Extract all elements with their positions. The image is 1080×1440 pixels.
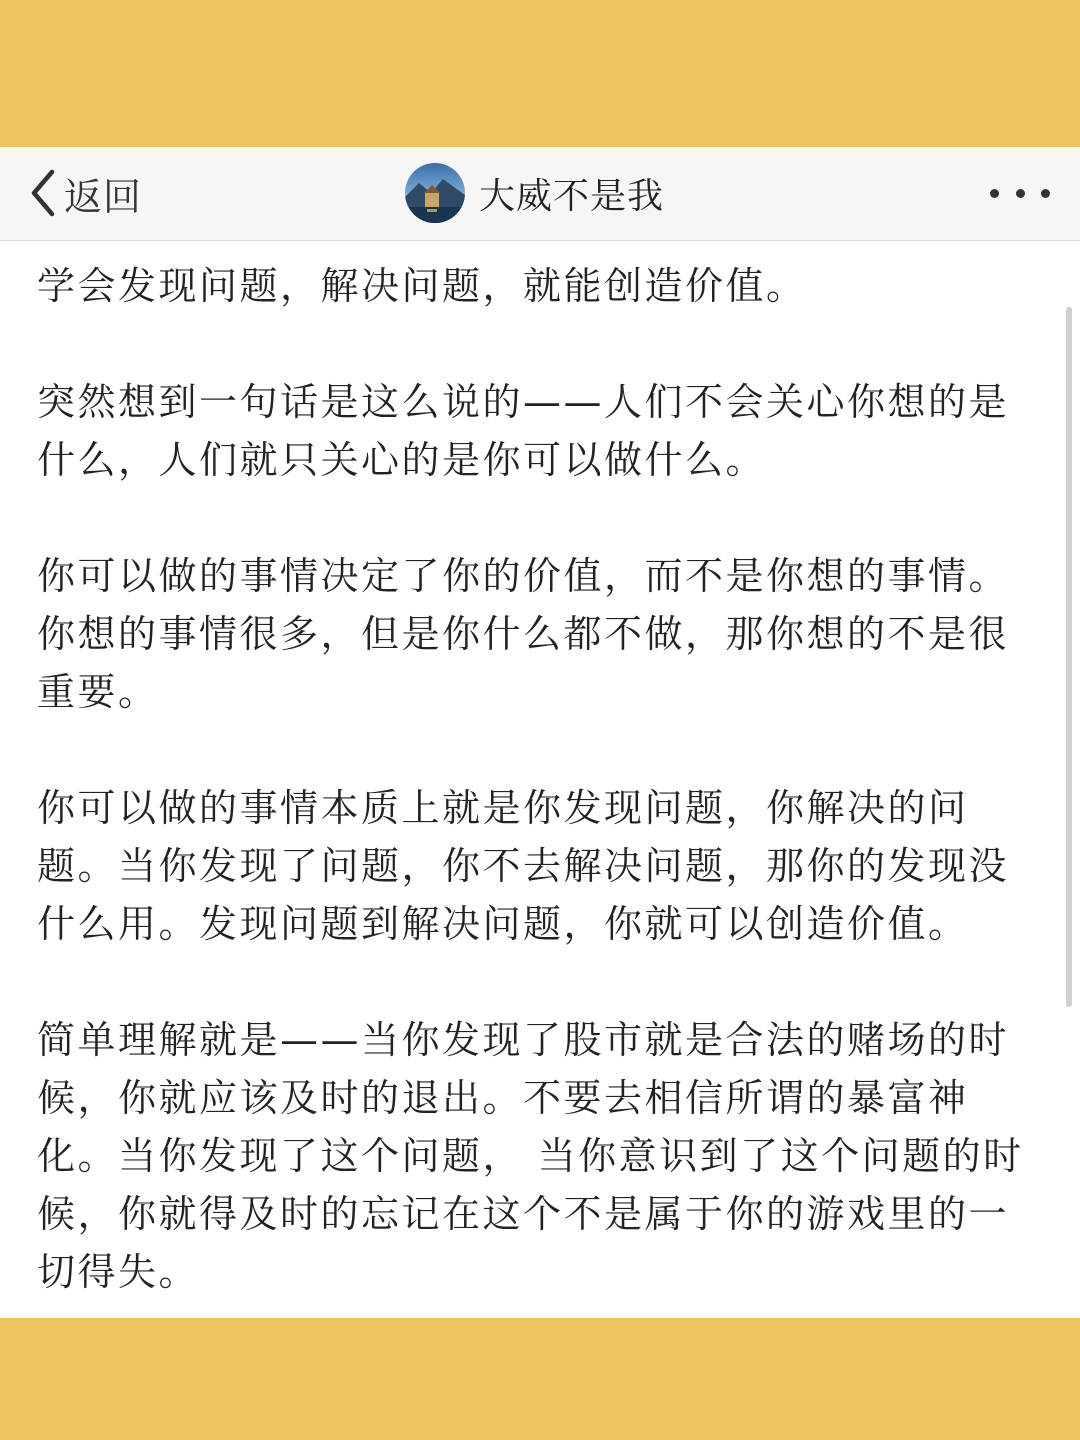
- profile-header[interactable]: [405, 155, 664, 231]
- post-body: [37, 257, 1037, 1318]
- more-dot: [1041, 189, 1050, 198]
- back-button[interactable]: [28, 163, 142, 223]
- paragraph: 突然想到一句话是这么说的——人们不会关心你想的是什么，人们就只关心的是你可以做什么。: [37, 380, 1010, 482]
- back-label: 返回: [64, 174, 143, 219]
- more-horizontal-icon: [990, 189, 999, 198]
- paragraph: 简单理解就是——当你发现了股市就是合法的赌场的时候，你就应该及时的退出。不要去相信所谓的暴富神化。当你发现了这个问题， 当你意识到了这个问题的时候，你就得及时的忘记在这个不是属于你的游戏里的一切得失。: [37, 1018, 1024, 1294]
- paragraph: 你可以做的事情决定了你的价值，而不是你想的事情。你想的事情很多，但是你什么都不做，那你想的不是很重要。: [37, 554, 1010, 714]
- more-dot: [1016, 189, 1025, 198]
- more-button[interactable]: [990, 173, 1050, 213]
- paragraph: 学会发现问题，解决问题，就能创造价值。: [37, 264, 807, 308]
- avatar[interactable]: [405, 163, 465, 223]
- paragraph: 你可以做的事情本质上就是你发现问题，你解决的问题。当你发现了问题，你不去解决问题，那你的发现没什么用。发现问题到解决问题，你就可以创造价值。: [37, 786, 1010, 946]
- page-title: 大威不是我: [479, 175, 665, 217]
- navigation-bar: [0, 147, 1080, 241]
- screen: [0, 147, 1080, 1318]
- scrollbar[interactable]: [1066, 307, 1072, 1007]
- chevron-left-icon: [28, 168, 58, 218]
